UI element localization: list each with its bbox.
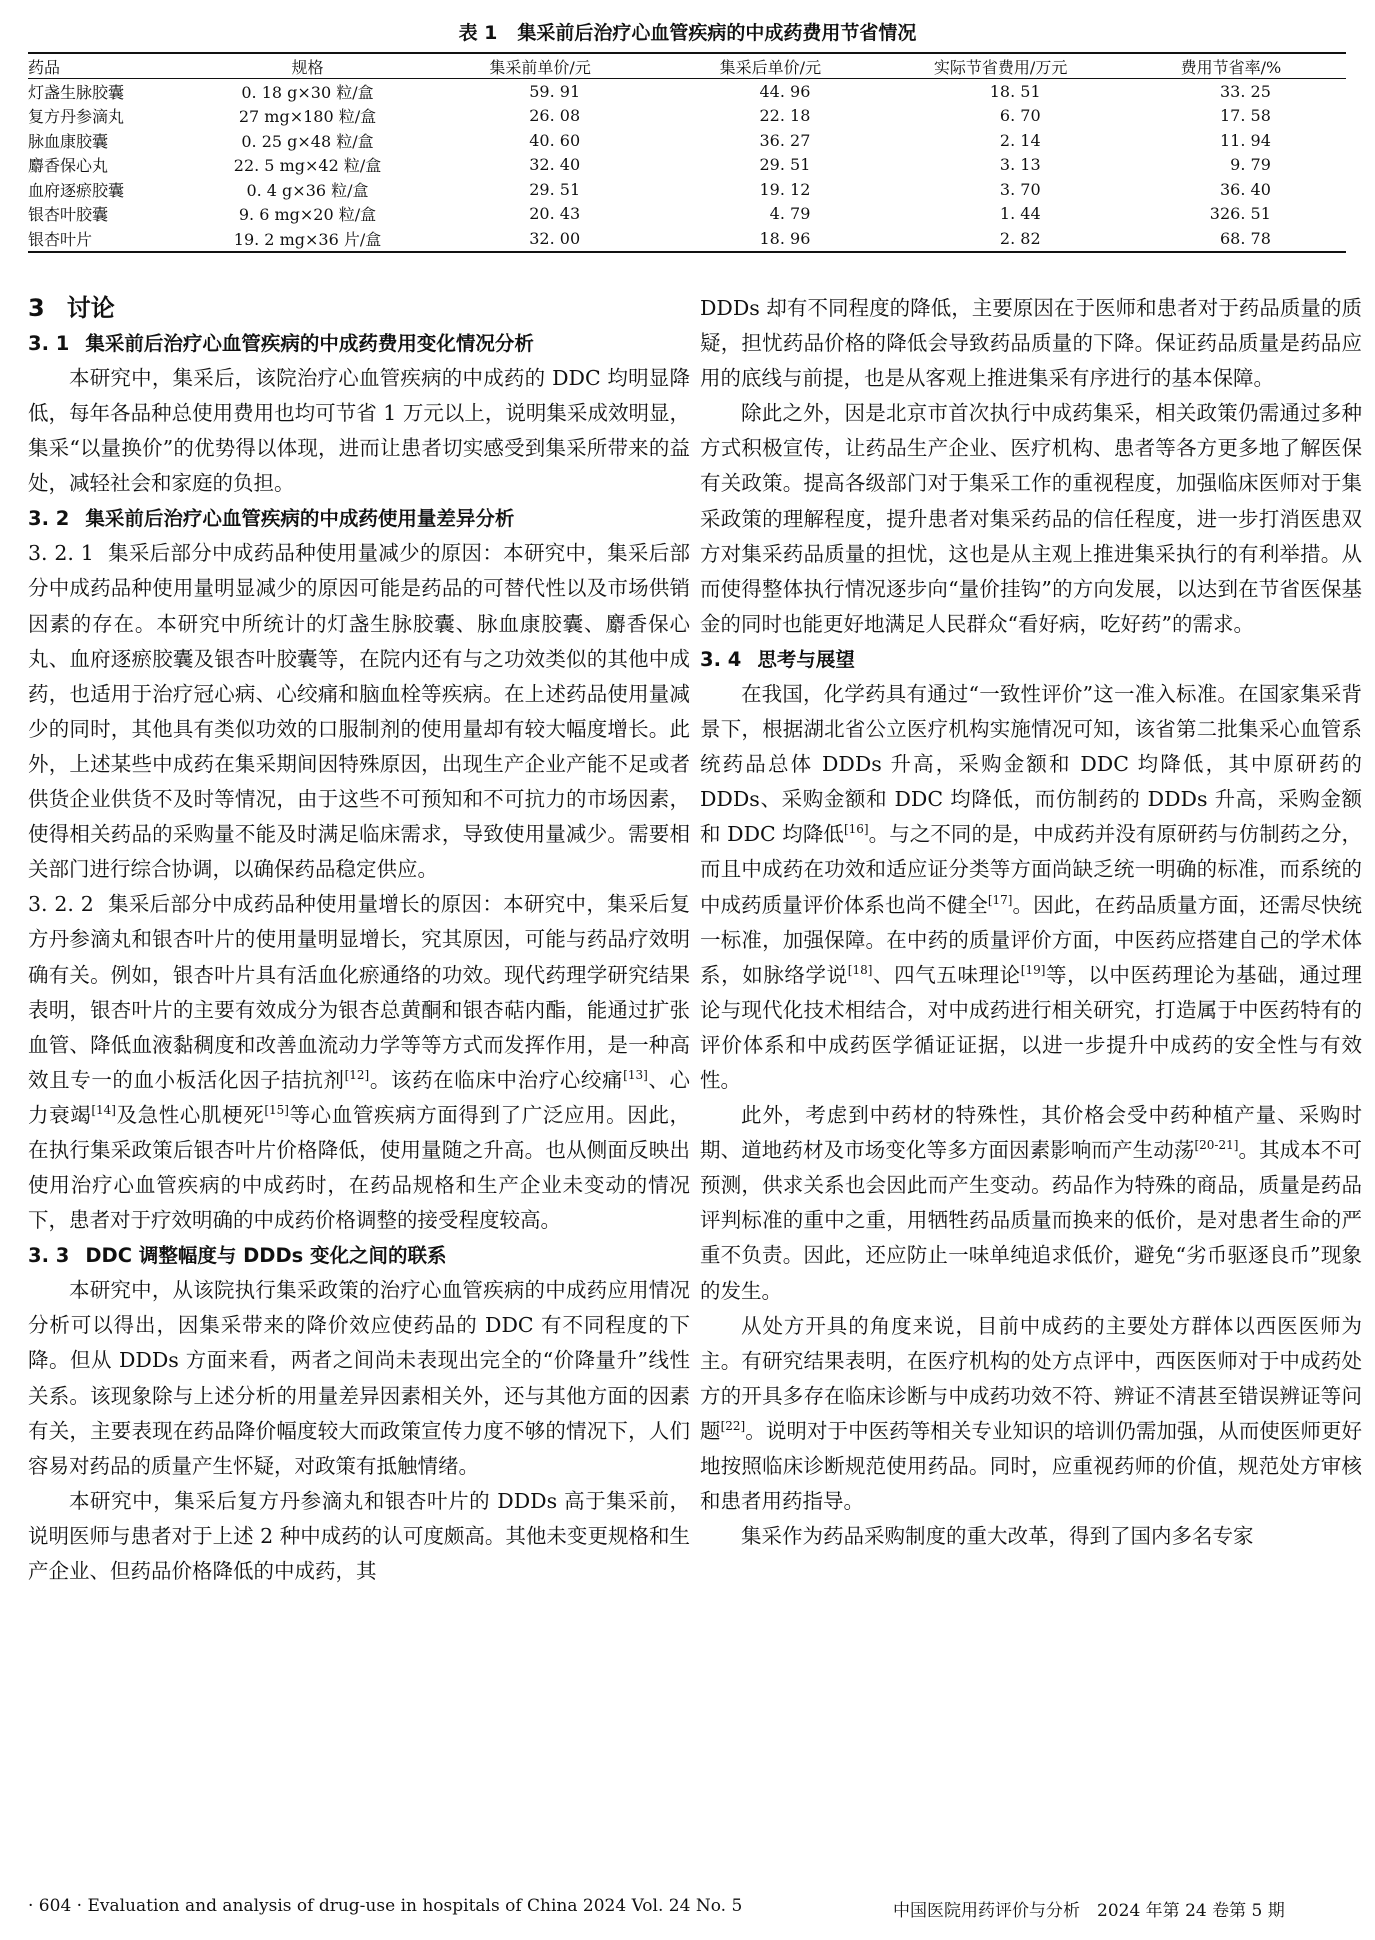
citation: [16] [843, 822, 869, 837]
cell-saving-rate [1116, 104, 1346, 129]
cell-spec: 0. 4 g×36 粒/盒 [246, 180, 369, 200]
table-row [28, 153, 1346, 178]
table-number: 表 1 [458, 22, 498, 44]
cell-value: 2. 14 [999, 130, 1041, 150]
cell-saved-cost [886, 153, 1116, 178]
cell-value: 68. 78 [1219, 228, 1271, 248]
cell-saving-rate [1116, 128, 1346, 153]
right-column [700, 291, 1362, 1554]
section-3-number: 3 [28, 294, 45, 322]
cell-drug: 银杏叶胶囊 [28, 205, 109, 225]
cell-price-after [655, 226, 885, 252]
cell-value: 44. 96 [759, 81, 811, 101]
cell-saving-rate [1116, 153, 1346, 178]
cell-value: 19. 12 [759, 179, 811, 199]
citation: [12] [344, 1067, 370, 1082]
section-3-1-title: 集采前后治疗心血管疾病的中成药费用变化情况分析 [85, 332, 534, 355]
cell-value: 17. 58 [1219, 106, 1271, 126]
table-row [28, 177, 1346, 202]
table-row [28, 79, 1346, 104]
paragraph: 本研究中，从该院执行集采政策的治疗心血管疾病的中成药应用情况分析可以得出，因集采带来的降价效应使药品的 DDC 有不同程度的下降。但从 DDDs 方面来看，两者之间尚未表现出完全的“价降量升”线性关系。该现象除与上述分析的用量差异因素相关外，还与其他方面的因素有关，主要表现在药品降价幅度较大而政策宣传力度不够的情况下，人们容易对药品的质量产生怀疑，对政策有抵触情绪。 [28, 1278, 690, 1478]
cell-price-before [425, 104, 655, 129]
cell-value: 36. 40 [1219, 179, 1271, 199]
table-body [28, 79, 1346, 252]
cell-value: 20. 43 [529, 204, 581, 224]
cell-drug: 银杏叶片 [28, 229, 93, 249]
header-price-before: 集采前单价/元 [489, 57, 591, 77]
citation: [20-21] [1194, 1138, 1239, 1153]
table-header-row [28, 53, 1346, 79]
cell-value: 22. 18 [759, 106, 811, 126]
paragraph-text: 集采后部分中成药品种使用量增长的原因：本研究中，集采后复方丹参滴丸和银杏叶片的使用量明显增长，究其原因，可能与药品疗效明确有关。例如，银杏叶片具有活血化瘀通络的功效。现代药理学研究结果表明，银杏叶片的主要有效成分为银杏总黄酮和银杏萜内酯，能通过扩张血管、降低血液黏稠度和改善血流动力学等等方式而发挥作用，是一种高效且专一的血小板活化因子拮抗剂 [28, 892, 690, 1092]
cell-value: 59. 91 [529, 81, 581, 101]
table-row [28, 128, 1346, 153]
section-3-2-heading [28, 501, 690, 536]
paragraph-text: 、心力衰竭 [28, 1067, 691, 1127]
paragraph-3-2-1 [28, 536, 690, 887]
cell-price-after [655, 177, 885, 202]
paragraph-text: 在我国，化学药具有通过“一致性评价”这一准入标准。在国家集采背景下，根据湖北省公立医疗机构实施情况可知，该省第二批集采心血管系统药品总体 DDDs 升高，采购金额和 DDC 均降低，其中原研药的 DDDs、采购金额和 DDC 均降低，而仿制药的 DDDs 升高，采购金额和 DDC 均降低 [700, 681, 1362, 847]
cell-saving-rate [1116, 226, 1346, 252]
section-3-title: 讨论 [66, 294, 115, 322]
header-spec: 规格 [291, 57, 324, 77]
cell-value: 32. 40 [529, 155, 581, 175]
cell-drug: 脉血康胶囊 [28, 131, 109, 151]
cell-value: 6. 70 [999, 106, 1041, 126]
table-caption [0, 18, 1375, 45]
citation: [14] [91, 1103, 116, 1118]
cell-price-before [425, 177, 655, 202]
paragraph-text: 。该药在临床中治疗心绞痛 [369, 1067, 624, 1092]
table-title: 集采前后治疗心血管疾病的中成药费用节省情况 [517, 22, 917, 44]
cell-drug: 复方丹参滴丸 [28, 107, 125, 127]
cell-price-before [425, 79, 655, 104]
cell-value: 1. 44 [999, 204, 1041, 224]
cost-saving-table [28, 52, 1346, 253]
paragraph-text: 等，以中医药理论为基础，通过理论与现代化技术相结合，对中成药进行相关研究，打造属于中医药特有的评价体系和中成药医学循证证据，以进一步提升中成药的安全性与有效性。 [700, 962, 1363, 1092]
paragraph-text: 集采后部分中成药品种使用量减少的原因：本研究中，集采后部分中成药品种使用量明显减少的原因可能是药品的可替代性以及市场供销因素的存在。本研究中所统计的灯盏生脉胶囊、脉血康胶囊、麝香保心丸、血府逐瘀胶囊及银杏叶胶囊等，在院内还有与之功效类似的其他中成药，也适用于治疗冠心病、心绞痛和脑血栓等疾病。在上述药品使用量减少的同时，其他具有类似功效的口服制剂的使用量却有较大幅度增长。此外，上述某些中成药在集采期间因特殊原因，出现生产企业产能不足或者供货企业供货不及时等情况，由于这些不可预知和不可抗力的市场因素，使得相关药品的采购量不能及时满足临床需求，导致使用量减少。需要相关部门进行综合协调，以确保药品稳定供应。 [28, 541, 690, 882]
cell-spec: 9. 6 mg×20 粒/盒 [238, 205, 377, 225]
header-saving-rate: 费用节省率/% [1180, 57, 1282, 77]
paragraph: DDDs 却有不同程度的降低，主要原因在于医师和患者对于药品质量的质疑，担忧药品价格的降低会导致药品质量的下降。保证药品质量是药品应用的底线与前提，也是从客观上推进集采有序进行的基本保障。 [700, 296, 1362, 391]
cell-value: 29. 51 [759, 155, 811, 175]
cell-price-after [655, 79, 885, 104]
cell-value: 18. 51 [989, 81, 1041, 101]
section-3-heading [28, 290, 690, 326]
section-3-3-heading [28, 1238, 690, 1273]
section-3-3-title: DDC 调整幅度与 DDDs 变化之间的联系 [85, 1244, 447, 1268]
paragraph-text: 。说明对于中医药等相关专业知识的培训仍需加强，从而使医师更好地按照临床诊断规范使用药品。同时，应重视药师的价值，规范处方审核和患者用药指导。 [700, 1418, 1363, 1514]
cell-price-before [425, 226, 655, 252]
cell-drug: 麝香保心丸 [28, 156, 109, 176]
table-row [28, 202, 1346, 227]
cell-saved-cost [886, 79, 1116, 104]
cell-value: 36. 27 [759, 130, 811, 150]
cell-value: 26. 08 [529, 106, 581, 126]
cell-saved-cost [886, 104, 1116, 129]
cell-price-before [425, 153, 655, 178]
cell-value: 18. 96 [759, 228, 811, 248]
paragraph [700, 1098, 1362, 1309]
cell-saved-cost [886, 177, 1116, 202]
table-row [28, 104, 1346, 129]
cell-price-after [655, 128, 885, 153]
cell-price-after [655, 104, 885, 129]
header-saved-cost: 实际节省费用/万元 [933, 57, 1068, 77]
header-price-after: 集采后单价/元 [719, 57, 822, 77]
citation: [17] [987, 892, 1013, 907]
paragraph: 本研究中，集采后复方丹参滴丸和银杏叶片的 DDDs 高于集采前，说明医师与患者对于上述 2 种中成药的认可度颇高。其他未变更规格和生产企业、但药品价格降低的中成药，其 [28, 1488, 690, 1583]
cell-value: 2. 82 [999, 228, 1041, 248]
section-3-2-title: 集采前后治疗心血管疾病的中成药使用量差异分析 [85, 507, 515, 531]
citation: [22] [720, 1419, 746, 1434]
paragraph-text: 从处方开具的角度来说，目前中成药的主要处方群体以西医医师为主。有研究结果表明，在医疗机构的处方点评中，西医医师对于中成药处方的开具多存在临床诊断与中成药功效不符、辨证不清甚至错误辨证等问题 [700, 1313, 1362, 1443]
cell-saving-rate [1116, 202, 1346, 227]
cell-value: 29. 51 [529, 179, 581, 199]
cell-price-before [425, 128, 655, 153]
section-3-2-1-number: 3. 2. 1 [28, 541, 94, 566]
cell-saving-rate [1116, 177, 1346, 202]
cell-spec: 22. 5 mg×42 粒/盒 [233, 156, 382, 176]
footer-right: 中国医院用药评价与分析 2024 年第 24 卷第 5 期 [893, 1901, 1285, 1921]
paragraph: 集采作为药品采购制度的重大改革，得到了国内多名专家 [741, 1524, 1254, 1549]
cell-value: 4. 79 [769, 204, 811, 224]
citation: [13] [623, 1067, 648, 1082]
paragraph-text: 、四气五味理论 [872, 962, 1021, 987]
cell-value: 32. 00 [529, 228, 581, 248]
table-row [28, 226, 1346, 252]
cell-value: 3. 70 [999, 179, 1041, 199]
section-3-1-number: 3. 1 [28, 332, 70, 355]
cell-spec: 0. 18 g×30 粒/盒 [241, 82, 374, 102]
cell-price-after [655, 202, 885, 227]
paragraph-text: 此外，考虑到中药材的特殊性，其价格会受中药种植产量、采购时期、道地药材及市场变化等多方面因素影响而产生动荡 [700, 1103, 1362, 1163]
section-3-4-heading [700, 642, 1362, 677]
paragraph-3-2-2 [28, 887, 690, 1238]
section-3-4-title: 思考与展望 [757, 647, 855, 671]
citation: [18] [847, 962, 873, 977]
cell-spec: 19. 2 mg×36 片/盒 [233, 229, 382, 249]
cell-spec: 0. 25 g×48 粒/盒 [241, 131, 374, 151]
cell-drug: 血府逐瘀胶囊 [28, 180, 125, 200]
cell-value: 40. 60 [529, 130, 581, 150]
paragraph: 除此之外，因是北京市首次执行中成药集采，相关政策仍需通过多种方式积极宣传，让药品生产企业、医疗机构、患者等各方更多地了解医保有关政策。提高各级部门对于集采工作的重视程度，加强临床医师对于集采政策的理解程度，提升患者对集采药品的信任程度，进一步打消医患双方对集采药品质量的担忧，这也是从主观上推进集采执行的有利举措。从而使得整体执行情况逐步向“量价挂钩”的方向发展，以达到在节省医保基金的同时也能更好地满足人民群众“看好病，吃好药”的需求。 [700, 401, 1362, 636]
section-3-2-number: 3. 2 [28, 507, 70, 531]
paragraph-text: 及急性心肌梗死 [115, 1102, 265, 1127]
cell-saving-rate [1116, 79, 1346, 104]
cell-price-before [425, 202, 655, 227]
section-3-1-heading [28, 326, 690, 361]
cell-spec: 27 mg×180 粒/盒 [238, 107, 377, 127]
paragraph-text: 等心血管疾病方面得到了广泛应用。因此，在执行集采政策后银杏叶片价格降低，使用量随之升高。也从侧面反映出使用治疗心血管疾病的中成药时，在药品规格和生产企业未变动的情况下，患者对于疗效明确的中成药价格调整的接受程度较高。 [28, 1102, 691, 1233]
paragraph: 本研究中，集采后，该院治疗心血管疾病的中成药的 DDC 均明显降低，每年各品种总使用费用也均可节省 1 万元以上，说明集采成效明显，集采“以量换价”的优势得以体现，进而让患者切实感受到集采所带来的益处，减轻社会和家庭的负担。 [28, 366, 690, 496]
cell-saved-cost [886, 202, 1116, 227]
paragraph-text: 。因此，在药品质量方面，还需尽快统一标准，加强保障。在中药的质量评价方面，中医药应搭建自己的学术体系，如脉络学说 [700, 892, 1363, 987]
left-column [28, 288, 690, 1589]
footer-left: · 604 · Evaluation and analysis of drug-use in hospitals of China 2024 Vol. 24 No. 5 [28, 1896, 743, 1916]
citation: [15] [264, 1103, 289, 1118]
cell-value: 11. 94 [1219, 130, 1271, 150]
cell-value: 33. 25 [1219, 81, 1271, 101]
section-3-4-number: 3. 4 [700, 647, 742, 671]
paragraph [700, 677, 1362, 1098]
citation: [19] [1020, 962, 1046, 977]
cell-drug: 灯盏生脉胶囊 [28, 82, 125, 102]
cell-value: 9. 79 [1230, 155, 1271, 175]
cell-saved-cost [886, 128, 1116, 153]
section-3-3-number: 3. 3 [28, 1244, 70, 1268]
paragraph-text: 。与之不同的是，中成药并没有原研药与仿制药之分，而且中成药在功效和适应证分类等方面尚缺乏统一明确的标准，而系统的中成药质量评价体系也尚不健全 [700, 822, 1363, 917]
header-drug: 药品 [28, 57, 61, 77]
cell-value: 3. 13 [999, 155, 1041, 175]
cell-value: 326. 51 [1209, 204, 1271, 224]
paragraph [700, 1309, 1362, 1520]
cell-price-after [655, 153, 885, 178]
cell-saved-cost [886, 226, 1116, 252]
section-3-2-2-number: 3. 2. 2 [28, 892, 94, 917]
paragraph-text: 。其成本不可预测，供求关系也会因此而产生变动。药品作为特殊的商品，质量是药品评判标准的重中之重，用牺牲药品质量而换来的低价，是对患者生命的严重不负责。因此，还应防止一味单纯追求低价，避免“劣币驱逐良币”现象的发生。 [700, 1138, 1363, 1303]
